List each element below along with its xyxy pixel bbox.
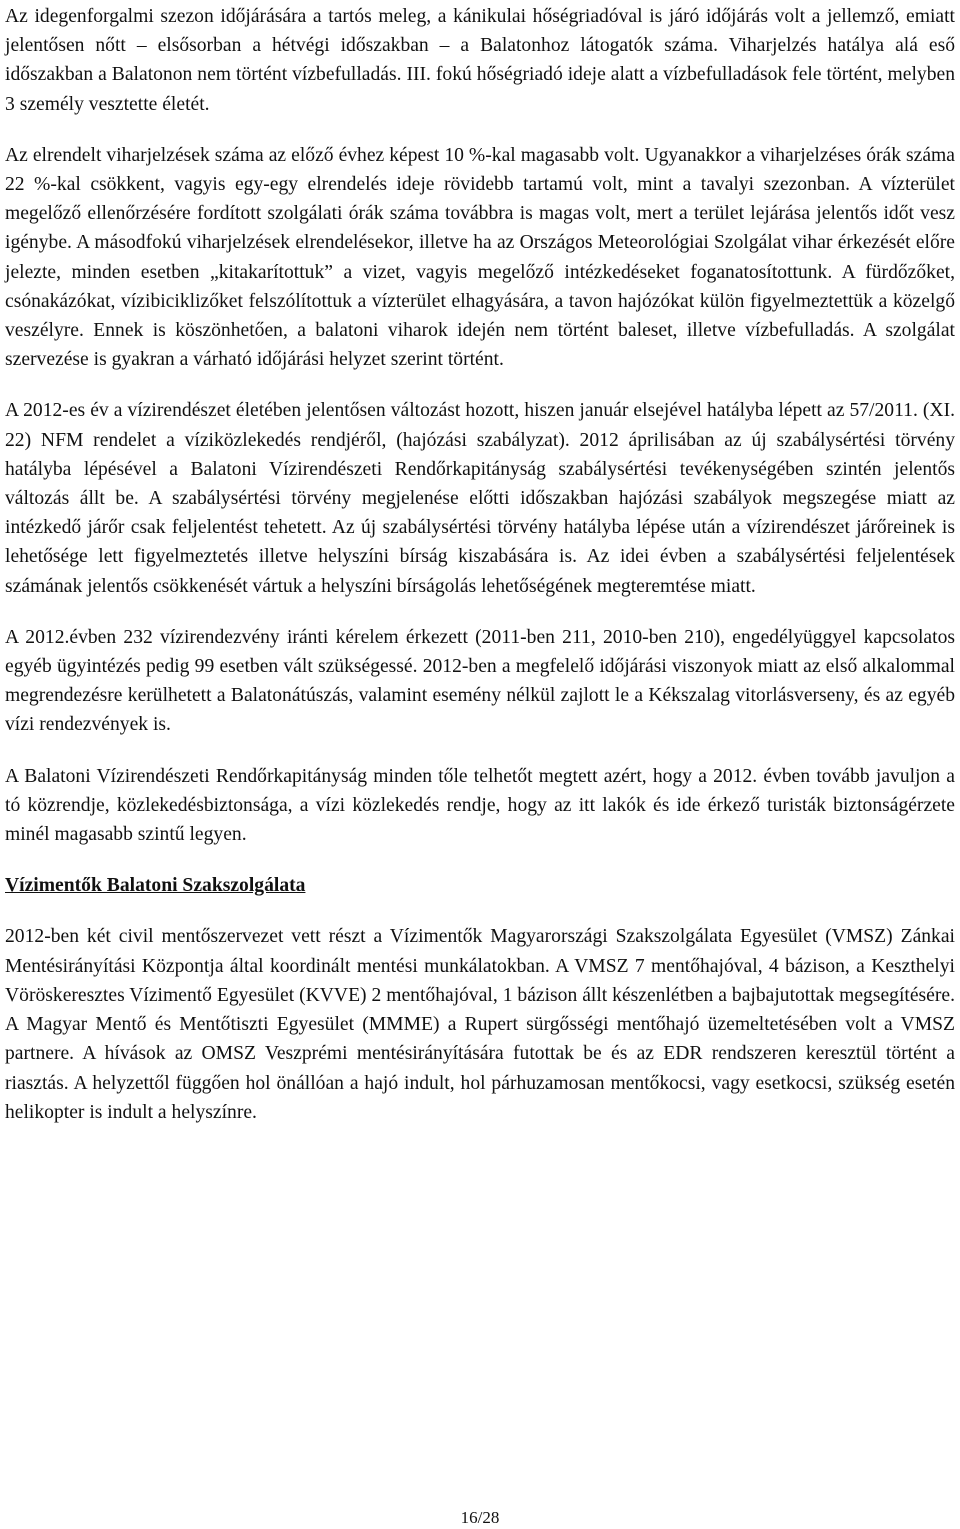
page-number: 16/28 [460, 1508, 500, 1527]
paragraph-heat-season: Az idegenforgalmi szezon időjárására a tartós meleg, a kánikulai hőségriadóval is járó időjárás volt a jellemző, emiatt jelentősen nőtt – elsősorban a hétvégi időszakban – a Balatonhoz látogatók száma. Viharjelzés hatálya alá eső időszakban a Balatonon nem történt vízbefulladás. III. fokú hőségriadó ideje alatt a vízbefulladások fele történt, melyben 3 személy vesztette életét. [5, 6, 955, 115]
section-heading: Vízimentők Balatoni Szakszolgálata [5, 875, 306, 897]
paragraph-summary: A Balatoni Vízirendészeti Rendőrkapitányság minden tőle telhetőt megtett azért, hogy a 2012. évben tovább javuljon a tó közrendje, közlekedésbiztonsága, a vízi közlekedés rendje, hogy az itt lakók és ide érkező turisták biztonságérzete minél magasabb szintű legyen. [5, 765, 955, 846]
document-page [5, 2, 955, 1127]
paragraph-rescue-service: 2012-ben két civil mentőszervezet vett részt a Vízimentők Magyarországi Szakszolgálata Egyesület (VMSZ) Zánkai Mentésirányítási Központja által koordinált mentési munkálatokban. A VMSZ 7 mentőhajóval, 4 bázison, a Keszthelyi Vöröskeresztes Vízimentő Egyesület (KVVE) 2 mentőhajóval, 1 bázison állt készenlétben a bajbajutottak megsegítésére. A Magyar Mentő és Mentőtiszti Egyesület (MMME) a Rupert sürgősségi mentőhajó üzemeltetésében volt a VMSZ partnere. A hívások az OMSZ Veszprémi mentésirányítására futottak be és az EDR rendszeren keresztül történt a riasztás. A helyzettől függően hol önállóan a hajó indult, hol párhuzamosan mentőkocsi, vagy esetkocsi, szükség esetén helikopter is indult a helyszínre. [5, 926, 955, 1123]
paragraph-storm-warnings: Az elrendelt viharjelzések száma az előző évhez képest 10 %-kal magasabb volt. Ugyanakkor a viharjelzéses órák száma 22 %-kal csökkent, vagyis egy-egy elrendelés ideje rövidebb tartamú volt, mint a tavalyi szezonban. A vízterület megelőző ellenőrzésére fordított szolgálati órák száma továbbra is magas volt, mert a terület lejárása jelentős időt vesz igénybe. A másodfokú viharjelzések elrendelésekor, illetve ha az Országos Meteorológiai Szolgálat vihar érkezését előre jelezte, minden esetben „kitakarítottuk” a vizet, vagyis megelőző intézkedéseket foganatosítottunk. A fürdőzőket, csónakázókat, vízibiciklizőket felszólítottuk a vízterület elhagyására, a tavon hajózókat külön figyelmeztettük a közelgő veszélyre. Ennek is köszönhetően, a balatoni viharok idején nem történt baleset, illetve vízbefulladás. A szolgálat szervezése is gyakran a várható időjárási helyzet szerint történt. [5, 144, 955, 371]
paragraph-regulation-changes: A 2012-es év a vízirendészet életében jelentősen változást hozott, hiszen január elsejével hatályba lépett az 57/2011. (XI. 22) NFM rendelet a víziközlekedés rendjéről, (hajózási szabályzat). 2012 áprilisában az új szabálysértési törvény hatályba lépésével a Balatoni Vízirendészeti Rendőrkapitányság szabálysértési tevékenységében szintén jelentős változás állt be. A szabálysértési törvény megjelenése előtti időszakban hajózási szabályok megszegése miatt az intézkedő járőr csak feljelentést tehetett. Az új szabálysértési törvény hatályba lépése után a vízirendészet járőreinek is lehetősége lett figyelmeztetés illetve helyszíni bírság kiszabására is. Az idei évben a szabálysértési feljelentések számának jelentős csökkenését vártuk a helyszíni bírságolás lehetőségének megteremtése miatt. [5, 400, 955, 597]
paragraph-event-permits: A 2012.évben 232 vízirendezvény iránti kérelem érkezett (2011-ben 211, 2010-ben 210), engedélyüggyel kapcsolatos egyéb ügyintézés pedig 99 esetben vált szükségessé. 2012-ben a megfelelő időjárási viszonyok miatt az első alkalommal megrendezésre kerülhetett a Balatonátúszás, valamint esemény nélkül zajlott le a Kékszalag vitorlásverseny, és az egyéb vízi rendezvények is. [5, 626, 955, 736]
